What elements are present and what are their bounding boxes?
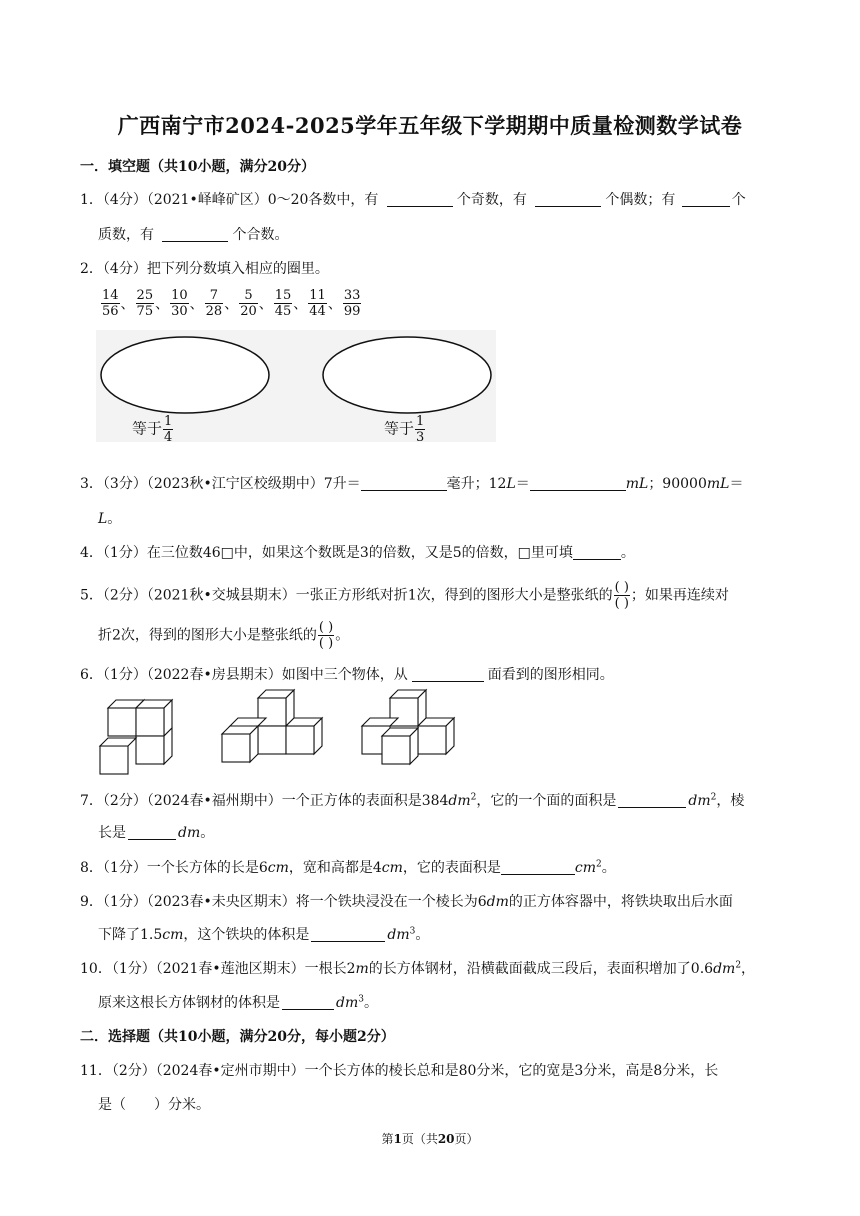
circle-equal-third: [323, 337, 491, 413]
fraction-item: $\frac{10}{30}$: [171, 288, 188, 319]
question-4: 4．（1分）在三位数46□中，如果这个数既是3的倍数，又是5的倍数，□里可填 。: [80, 545, 635, 561]
fraction-item: $\frac{5}{20}$: [240, 288, 257, 319]
cube-figure-2: [222, 690, 322, 762]
answer-blank[interactable]: [361, 476, 447, 491]
page-title: 广西南宁市2024-2025学年五年级下学期期中质量检测数学试卷: [117, 113, 743, 138]
question-3-line-1: 3．（3分）（2023秋•江宁区校级期中）7升＝ 毫升；12L＝ mL；90000mL＝: [80, 476, 744, 492]
answer-fraction-box[interactable]: $\frac{( )}{( )}$: [614, 580, 629, 611]
page-footer: 第1页（共20页）: [381, 1132, 479, 1146]
question-11-line-2: 是（ ）分米。: [98, 1097, 210, 1113]
question-5-line-1: 5．（2分）（2021秋•交城县期末）一张正方形纸对折1次，得到的图形大小是整张纸的 $\frac{( )}{( )}$ ；如果再连续对: [80, 580, 729, 611]
answer-blank[interactable]: [530, 476, 626, 491]
section-choice-heading: 二．选择题（共10小题，满分20分，每小题2分）: [80, 1029, 395, 1045]
circle-equal-quarter: [101, 337, 269, 413]
fraction-item: $\frac{7}{28}$: [205, 288, 223, 319]
fraction-item: $\frac{33}{99}$: [343, 288, 361, 319]
cube-figure-3: [362, 690, 454, 764]
answer-blank[interactable]: [128, 825, 176, 840]
fraction-separator: 、: [224, 296, 239, 313]
fraction-item: $\frac{14}{56}$: [102, 288, 119, 319]
question-2-fractions: [100, 288, 362, 319]
question-3-line-2: L。: [98, 511, 122, 527]
answer-blank[interactable]: [412, 667, 484, 682]
question-11-line-1: 11．（2分）（2024春•定州市期中）一个长方体的棱长总和是80分米，它的宽是3分米，高是8分米，长: [80, 1063, 719, 1079]
question-10-line-1: 10．（1分）（2021春•莲池区期末）一根长2m的长方体钢材，沿横截面截成三段后，表面积增加了$0.6dm^2$，: [80, 960, 756, 977]
fraction-separator: 、: [327, 296, 342, 313]
question-10-line-2: 原来这根长方体钢材的体积是 $dm^3$。: [98, 994, 378, 1011]
cube-figure-1: [100, 700, 172, 774]
fraction-separator: 、: [189, 296, 204, 313]
question-6: 6．（1分）（2022春•房县期末）如图中三个物体，从 面看到的图形相同。: [80, 667, 614, 683]
fraction-separator: 、: [293, 296, 308, 313]
question-9-line-1: 9．（1分）（2023春•未央区期末）将一个铁块浸没在一个棱长为6dm的正方体容器中，将铁块取出后水面: [80, 894, 733, 910]
fraction-item: $\frac{15}{45}$: [274, 288, 292, 319]
answer-blank[interactable]: [535, 192, 601, 207]
question-7-line-2: 长是 dm。: [98, 825, 215, 841]
question-1-line-2: 质数，有 个合数。: [98, 227, 289, 243]
answer-blank[interactable]: [573, 545, 621, 560]
answer-blank[interactable]: [501, 860, 575, 875]
question-7-line-1: 7．（2分）（2024春•福州期中）一个正方体的表面积是$384dm^2$，它的一个面的面积是 $dm^2$，棱: [80, 792, 745, 809]
answer-blank[interactable]: [387, 192, 453, 207]
label-equal-third: 等于 $\frac{1}{3}$: [384, 414, 425, 445]
fraction-item: $\frac{11}{44}$: [309, 288, 326, 319]
answer-blank[interactable]: [162, 227, 228, 242]
fraction-item: $\frac{25}{75}$: [136, 288, 154, 319]
answer-fraction-box[interactable]: $\frac{( )}{( )}$: [318, 620, 334, 651]
answer-blank[interactable]: [311, 927, 385, 942]
answer-blank[interactable]: [682, 192, 730, 207]
question-9-line-2: 下降了1.5cm，这个铁块的体积是 $dm^3$。: [98, 926, 430, 943]
answer-blank[interactable]: [282, 995, 334, 1010]
question-6-cube-figures: [98, 688, 458, 780]
fraction-separator: 、: [258, 296, 273, 313]
section-fill-blank-heading: 一．填空题（共10小题，满分20分）: [80, 159, 315, 175]
fraction-separator: 、: [120, 296, 135, 313]
question-5-line-2: 折2次，得到的图形大小是整张纸的 $\frac{( )}{( )}$ 。: [98, 620, 350, 651]
question-2-text: 2．（4分）把下列分数填入相应的圈里。: [80, 261, 329, 277]
label-equal-quarter: 等于 $\frac{1}{4}$: [132, 414, 173, 445]
question-8: 8．（1分）一个长方体的长是6cm，宽和高都是4cm，它的表面积是 $cm^2$。: [80, 859, 616, 876]
answer-blank[interactable]: [618, 793, 686, 808]
question-1-line-1: 1．（4分）（2021•峄峰矿区）0～20各数中，有 个奇数，有 个偶数；有 个: [80, 192, 746, 208]
fraction-separator: 、: [155, 296, 170, 313]
